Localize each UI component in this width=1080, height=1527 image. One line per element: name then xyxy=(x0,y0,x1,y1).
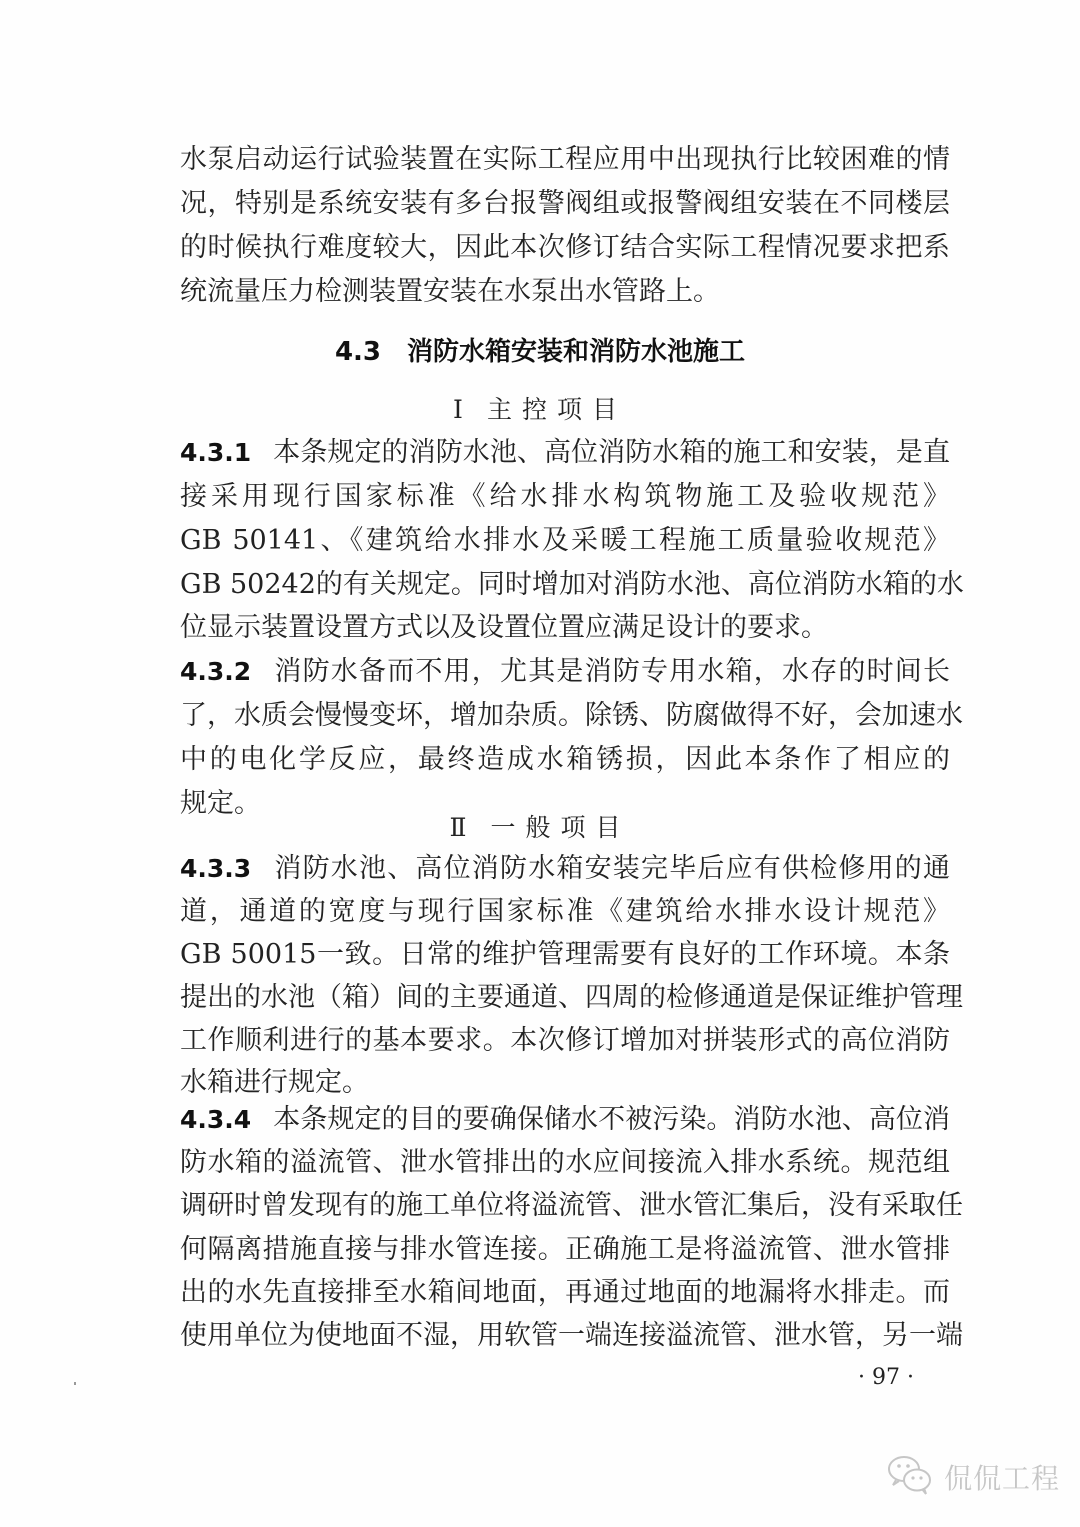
subsection-roman: Ⅱ xyxy=(449,813,467,842)
clause-text: 本条规定的消防水池、高位消防水箱的施工和安装，是直 xyxy=(273,437,950,468)
section-heading xyxy=(0,330,1080,374)
text-line: 水泵启动运行试验装置在实际工程应用中出现执行比较困难的情 xyxy=(180,144,950,175)
text-line: 工作顺利进行的基本要求。本次修订增加对拼装形式的高位消防 xyxy=(180,1025,950,1056)
subsection-title: 主控项目 xyxy=(486,395,627,424)
clause-text: 消防水池、高位消防水箱安装完毕后应有供检修用的通 xyxy=(273,853,950,884)
text-line: 水箱进行规定。 xyxy=(180,1067,369,1098)
section-title: 消防水箱安装和消防水池施工 xyxy=(407,337,746,367)
text-line: GB 50242的有关规定。同时增加对消防水池、高位消防水箱的水 xyxy=(180,569,964,600)
text-line: GB 50141、《建筑给水排水及采暖工程施工质量验收规范》 xyxy=(180,525,950,556)
subsection-title: 一般项目 xyxy=(490,813,631,842)
text-line: 调研时曾发现有的施工单位将溢流管、泄水管汇集后，没有采取任 xyxy=(180,1190,963,1221)
scan-speck xyxy=(74,1382,76,1385)
text-line: 规定。 xyxy=(180,788,261,819)
section-number: 4.3 xyxy=(334,337,382,367)
watermark xyxy=(886,1452,1060,1502)
text-line: 出的水先直接排至水箱间地面，再通过地面的地漏将水排走。而 xyxy=(180,1277,950,1308)
text-line: 了，水质会慢慢变坏，增加杂质。除锈、防腐做得不好，会加速水 xyxy=(180,700,963,731)
watermark-text: 侃侃工程 xyxy=(944,1462,1061,1495)
subsection-heading-general xyxy=(0,808,1080,848)
clause-number: 4.3.3 xyxy=(180,854,252,883)
clause-text: 本条规定的目的要确保储水不被污染。消防水池、高位消 xyxy=(273,1104,950,1135)
text-line: 的时候执行难度较大，因此本次修订结合实际工程情况要求把系 xyxy=(180,232,950,263)
text-line: 防水箱的溢流管、泄水管排出的水应间接流入排水系统。规范组 xyxy=(180,1147,950,1178)
subsection-heading-main-control xyxy=(0,390,1080,430)
subsection-roman: Ⅰ xyxy=(453,395,463,424)
clause-number: 4.3.1 xyxy=(180,438,252,467)
text-line: GB 50015一致。日常的维护管理需要有良好的工作环境。本条 xyxy=(180,939,950,970)
clause-number: 4.3.4 xyxy=(180,1105,252,1134)
text-line: 道，通道的宽度与现行国家标准《建筑给水排水设计规范》 xyxy=(180,896,950,927)
text-line xyxy=(180,847,950,891)
text-line: 接采用现行国家标准《给水排水构筑物施工及验收规范》 xyxy=(180,481,950,512)
text-line: 中的电化学反应，最终造成水箱锈损，因此本条作了相应的 xyxy=(180,744,950,775)
clause-text: 消防水备而不用，尤其是消防专用水箱，水存的时间长 xyxy=(273,656,950,687)
text-line: 使用单位为使地面不湿，用软管一端连接溢流管、泄水管，另一端 xyxy=(180,1320,963,1351)
page-number: · 97 · xyxy=(858,1365,914,1390)
wechat-icon xyxy=(886,1453,936,1501)
text-line: 提出的水池（箱）间的主要通道、四周的检修通道是保证维护管理 xyxy=(180,982,963,1013)
clause-number: 4.3.2 xyxy=(180,657,252,686)
text-line xyxy=(180,431,950,475)
text-line: 位显示装置设置方式以及设置位置应满足设计的要求。 xyxy=(180,612,828,643)
text-line: 何隔离措施直接与排水管连接。正确施工是将溢流管、泄水管排 xyxy=(180,1234,950,1265)
text-line xyxy=(180,650,950,694)
text-line: 统流量压力检测装置安装在水泵出水管路上。 xyxy=(180,276,720,307)
text-line: 况，特别是系统安装有多台报警阀组或报警阀组安装在不同楼层 xyxy=(180,188,950,219)
text-line xyxy=(180,1098,950,1142)
